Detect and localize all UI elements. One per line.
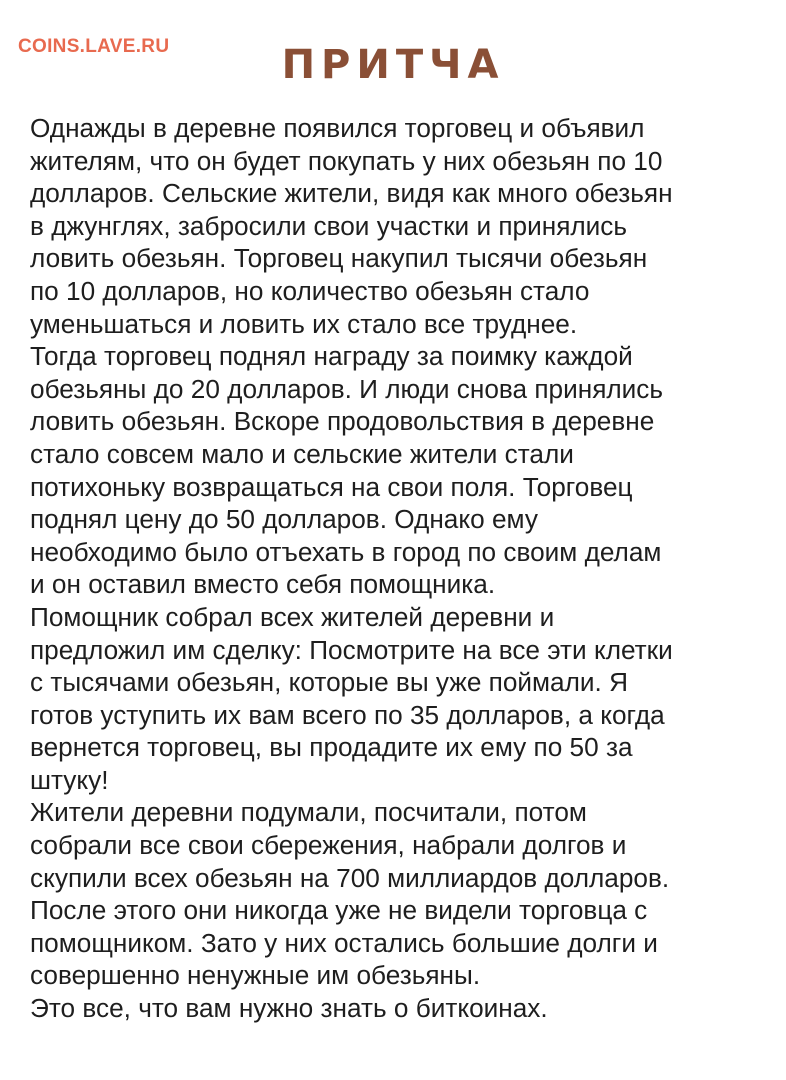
story-line: помощником. Зато у них остались большие долги и	[30, 927, 658, 958]
story-text	[30, 112, 770, 1025]
story-line: долларов. Сельские жители, видя как много обезьян	[30, 178, 673, 209]
story-line: поднял цену до 50 долларов. Однако ему	[30, 504, 538, 535]
story-line: и он оставил вместо себя помощника.	[30, 569, 496, 600]
story-line: скупили всех обезьян на 700 миллиардов долларов.	[30, 862, 670, 893]
story-line: ловить обезьян. Торговец накупил тысячи обезьян	[30, 243, 648, 274]
story-line: Помощник собрал всех жителей деревни и	[30, 601, 555, 632]
story-line: Это все, что вам нужно знать о биткоинах.	[30, 993, 548, 1024]
story-line: совершенно ненужные им обезьяны.	[30, 960, 481, 991]
page-title: ПРИТЧА	[281, 42, 505, 88]
story-line: уменьшаться и ловить их стало все труднее.	[30, 308, 578, 339]
site-watermark: COINS.LAVE.RU	[18, 36, 170, 57]
story-line: потихоньку возвращаться на свои поля. Торговец	[30, 471, 633, 502]
story-line: Однажды в деревне появился торговец и объявил	[30, 113, 645, 143]
story-line: ловить обезьян. Вскоре продовольствия в деревне	[30, 406, 655, 437]
story-line: жителям, что он будет покупать у них обезьян по 10	[30, 145, 663, 176]
story-line: обезьяны до 20 долларов. И люди снова принялись	[30, 373, 664, 404]
story-line: предложил им сделку: Посмотрите на все эти клетки	[30, 634, 673, 665]
story-line: собрали все свои сбережения, набрали долгов и	[30, 830, 627, 861]
story-line: готов уступить их вам всего по 35 долларов, а когда	[30, 699, 665, 730]
story-line: с тысячами обезьян, которые вы уже поймали. Я	[30, 667, 628, 698]
story-line: в джунглях, забросили свои участки и принялись	[30, 210, 628, 241]
story-line: После этого они никогда уже не видели торговца с	[30, 895, 648, 926]
story-line: стало совсем мало и сельские жители стали	[30, 438, 574, 469]
story-line: Тогда торговец поднял награду за поимку каждой	[30, 341, 633, 372]
story-line: по 10 долларов, но количество обезьян стало	[30, 275, 590, 306]
story-line: вернется торговец, вы продадите их ему по 50 за	[30, 732, 633, 763]
story-line: штуку!	[30, 764, 109, 795]
story-line: Жители деревни подумали, посчитали, потом	[30, 797, 587, 828]
story-line: необходимо было отъехать в город по своим делам	[30, 536, 662, 567]
